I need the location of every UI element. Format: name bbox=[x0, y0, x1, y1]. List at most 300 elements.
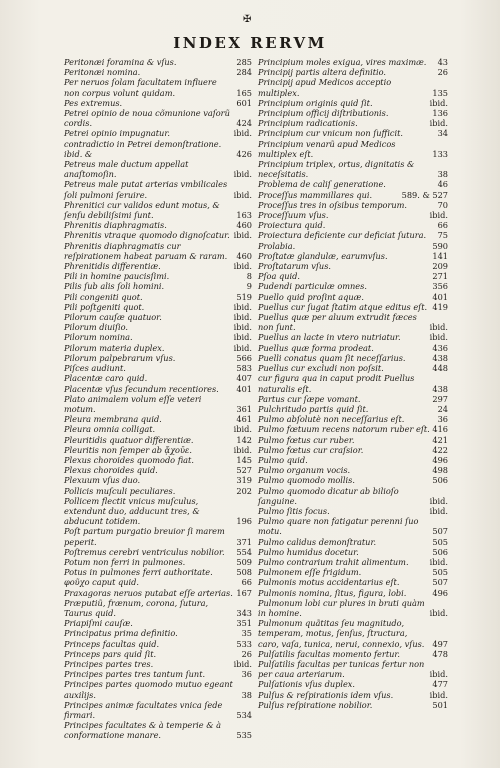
entry-page-ref: 75 bbox=[437, 230, 448, 241]
entry-text: Priapiſmi cauſæ. bbox=[64, 618, 133, 629]
entry-text: Placentæ caro quid. bbox=[64, 373, 148, 384]
entry-text: Pleura omnia colligat. bbox=[64, 424, 156, 435]
index-column-left bbox=[64, 57, 252, 741]
entry-page-ref: ibid. bbox=[233, 189, 252, 200]
entry-page-ref: 589. & 527 bbox=[401, 189, 448, 200]
entry-text: Petreus male putat arterias vmbilicales ſoli pulmoni ſeruire. bbox=[64, 179, 228, 200]
index-entry bbox=[64, 108, 252, 128]
entry-page-ref: ibid. bbox=[429, 332, 448, 343]
entry-page-ref: ibid. bbox=[233, 332, 252, 343]
entry-text: Princeps pars quid ſit. bbox=[64, 648, 157, 659]
entry-page-ref: 66 bbox=[241, 577, 252, 588]
index-entry bbox=[64, 618, 252, 628]
entry-page-ref: 416 bbox=[432, 424, 448, 435]
entry-page-ref: ibid. bbox=[429, 322, 448, 333]
entry-page-ref: 136 bbox=[432, 108, 448, 119]
entry-page-ref: ibid. bbox=[429, 505, 448, 516]
entry-page-ref: ibid. bbox=[429, 689, 448, 700]
entry-text: Puellus quæ per aluum extrudit fæces non ſunt. bbox=[258, 312, 417, 333]
entry-page-ref: 35 bbox=[241, 628, 252, 639]
entry-page-ref: ibid. bbox=[429, 210, 448, 221]
index-entry bbox=[258, 363, 448, 373]
entry-text: φοῦχο caput quid. bbox=[64, 577, 139, 588]
entry-page-ref: 26 bbox=[437, 67, 448, 78]
entry-text: Pilorum nomina. bbox=[64, 332, 133, 343]
entry-page-ref: 26 bbox=[241, 648, 252, 659]
entry-text: Potum non ferri in pulmones. bbox=[64, 556, 186, 567]
index-column-right bbox=[258, 57, 448, 710]
entry-text: Pulmo calidus demonſtratur. bbox=[258, 536, 377, 547]
entry-text: Pili congeniti quot. bbox=[64, 291, 143, 302]
entry-page-ref: ibid. bbox=[233, 128, 252, 139]
index-entry bbox=[64, 639, 252, 649]
index-entry bbox=[258, 200, 448, 210]
entry-page-ref: ibid. bbox=[233, 301, 252, 312]
entry-text: Præputiũ, frænum, corona, ſutura, Taurus quid. bbox=[64, 597, 209, 618]
index-entry bbox=[64, 67, 252, 77]
entry-text: Proſtatæ glandulæ, earumvſus. bbox=[258, 250, 388, 261]
index-entry bbox=[64, 588, 252, 598]
entry-text: Plexuum vſus duo. bbox=[64, 475, 141, 486]
index-entry bbox=[64, 567, 252, 577]
index-entry bbox=[64, 128, 252, 138]
index-entry bbox=[258, 557, 448, 567]
index-entry bbox=[64, 394, 252, 414]
index-entry bbox=[258, 332, 448, 342]
entry-text: Proceſſus mammillares qui. bbox=[258, 189, 373, 200]
index-entry bbox=[258, 292, 448, 302]
entry-page-ref: 43 bbox=[437, 57, 448, 67]
entry-page-ref: 505 bbox=[432, 567, 448, 578]
entry-page-ref: ibid. bbox=[429, 607, 448, 618]
entry-text: Proceſſus tres in oſsibus temporum. bbox=[258, 199, 407, 210]
entry-text: Principium radicationis. bbox=[258, 118, 358, 129]
entry-text: Phrenitidis differentiæ. bbox=[64, 261, 161, 272]
entry-text: Plato animalem volum eſſe veteri motum. bbox=[64, 393, 202, 414]
index-entry bbox=[64, 598, 252, 618]
entry-text: Pſoa quid. bbox=[258, 271, 300, 282]
entry-text: Pilorum palpebrarum vſus. bbox=[64, 352, 176, 363]
index-entry bbox=[258, 588, 448, 598]
entry-text: Pulmo abſolutè non neceſſarius eſt. bbox=[258, 414, 405, 425]
index-entry bbox=[258, 679, 448, 689]
index-entry bbox=[64, 455, 252, 465]
entry-page-ref: 141 bbox=[432, 250, 448, 261]
index-entry bbox=[64, 241, 252, 261]
entry-page-ref: ibid. bbox=[233, 230, 252, 241]
entry-text: Petrei opinio de noua cõmunione vaſorũ cordis. bbox=[64, 108, 230, 129]
index-entry bbox=[64, 445, 252, 455]
entry-text: Pulſationis vſus duplex. bbox=[258, 679, 356, 690]
entry-text: Pulmonum lobi cur plures in bruti quàm in homine. bbox=[258, 597, 425, 618]
index-entry bbox=[64, 720, 252, 740]
entry-text: cur figura qua in caput prodit Puellus naturalis eſt. bbox=[258, 373, 415, 394]
entry-page-ref: 36 bbox=[437, 414, 448, 425]
entry-page-ref: 133 bbox=[432, 148, 448, 159]
entry-text: Principes partes quomodo mutuo egeant auxilijs. bbox=[64, 679, 233, 700]
index-entry bbox=[64, 322, 252, 332]
index-entry bbox=[258, 690, 448, 700]
index-entry bbox=[64, 363, 252, 373]
entry-text: Problema de caliſ generatione. bbox=[258, 179, 386, 190]
entry-page-ref: 424 bbox=[236, 118, 252, 129]
index-entry bbox=[258, 700, 448, 710]
index-entry bbox=[64, 547, 252, 557]
index-entry bbox=[64, 292, 252, 302]
entry-text: Phrenitis vtraque quomodo dignoſcatur. bbox=[64, 230, 230, 241]
index-entry bbox=[64, 332, 252, 342]
index-entry bbox=[258, 567, 448, 577]
index-entry bbox=[258, 414, 448, 424]
entry-text: Puellus cur ſugat ſtatim atque editus eſt. bbox=[258, 301, 428, 312]
entry-text: Pulmo quid. bbox=[258, 454, 308, 465]
entry-page-ref: 202 bbox=[236, 485, 252, 496]
entry-page-ref: 163 bbox=[236, 210, 252, 221]
index-entry bbox=[258, 210, 448, 220]
entry-page-ref: ibid. bbox=[233, 444, 252, 455]
entry-page-ref: 438 bbox=[432, 383, 448, 394]
entry-text: Pulmonum quãtitas ſeu magnitudo, temperam, motus, ſenſus, ſtructura, caro, vaſa, tunica, nerui, connexio, vſus. bbox=[258, 618, 425, 649]
index-entry bbox=[64, 384, 252, 394]
entry-page-ref: 506 bbox=[432, 475, 448, 486]
index-entry bbox=[64, 57, 252, 67]
index-entry bbox=[64, 557, 252, 567]
index-entry bbox=[258, 139, 448, 159]
entry-page-ref: 167 bbox=[236, 587, 252, 598]
entry-page-ref: 271 bbox=[432, 271, 448, 282]
entry-text: Puello quid proſint aquæ. bbox=[258, 291, 364, 302]
entry-text: Plexus choroides quomodo fiat. bbox=[64, 454, 194, 465]
index-entry bbox=[64, 98, 252, 108]
entry-page-ref: 508 bbox=[236, 567, 252, 578]
entry-page-ref: 498 bbox=[432, 465, 448, 476]
entry-text: Pulſus reſpiratione nobilior. bbox=[258, 699, 373, 710]
index-entry bbox=[64, 139, 252, 159]
entry-page-ref: 8 bbox=[246, 271, 252, 282]
entry-page-ref: ibid. bbox=[233, 312, 252, 323]
entry-text: Peritonæi foramina & vſus. bbox=[64, 57, 177, 67]
entry-text: Pulſatilis facultas per tunicas fertur non per caua arteriarum. bbox=[258, 658, 425, 680]
entry-page-ref: 209 bbox=[432, 261, 448, 272]
entry-text: Pleuritidis quatuor differentiæ. bbox=[64, 434, 194, 445]
entry-page-ref: ibid. bbox=[429, 669, 448, 680]
entry-text: Pilorum materia duplex. bbox=[64, 342, 165, 353]
entry-page-ref: 519 bbox=[236, 291, 252, 302]
entry-page-ref: ibid. bbox=[233, 169, 252, 180]
index-entry bbox=[64, 577, 252, 587]
entry-page-ref: 407 bbox=[236, 373, 252, 384]
entry-text: Phrenitis diaphragmatis cur reſpirationem habeat paruam & raram. bbox=[64, 240, 228, 261]
index-entry bbox=[258, 57, 448, 67]
entry-text: Pudendi particulæ omnes. bbox=[258, 281, 367, 292]
entry-page-ref: 507 bbox=[432, 526, 448, 537]
entry-page-ref: 343 bbox=[236, 607, 252, 618]
index-entry bbox=[64, 312, 252, 322]
entry-page-ref: 448 bbox=[432, 363, 448, 374]
entry-page-ref: 135 bbox=[432, 87, 448, 98]
index-entry bbox=[258, 659, 448, 679]
entry-text: Poſt partum purgatio breuior ſi marem peperit. bbox=[64, 526, 225, 547]
index-entry bbox=[258, 618, 448, 649]
index-entry bbox=[258, 435, 448, 445]
index-entry bbox=[258, 241, 448, 251]
index-entry bbox=[64, 220, 252, 230]
index-entry bbox=[258, 271, 448, 281]
index-entry bbox=[258, 506, 448, 516]
entry-text: Principes animæ facultates vnica ſede firmari. bbox=[64, 699, 223, 720]
entry-page-ref: 509 bbox=[236, 556, 252, 567]
entry-text: Proiectura deficiente cur deficiat ſutura. bbox=[258, 230, 427, 241]
entry-page-ref: 422 bbox=[432, 444, 448, 455]
entry-page-ref: 361 bbox=[236, 403, 252, 414]
index-entry bbox=[258, 598, 448, 618]
entry-text: Pulmonis nomina, ſitus, figura, lobi. bbox=[258, 587, 407, 598]
entry-page-ref: 196 bbox=[236, 516, 252, 527]
index-entry bbox=[258, 649, 448, 659]
index-entry bbox=[258, 353, 448, 363]
entry-text: Puellus quæ forma prodeat. bbox=[258, 342, 374, 353]
entry-page-ref: 590 bbox=[432, 240, 448, 251]
entry-text: Piſces audiunt. bbox=[64, 363, 126, 374]
index-entry bbox=[258, 77, 448, 97]
index-entry bbox=[258, 302, 448, 312]
entry-page-ref: 460 bbox=[236, 250, 252, 261]
entry-page-ref: 505 bbox=[432, 536, 448, 547]
entry-text: Pulſatilis facultas momento fertur. bbox=[258, 648, 400, 659]
entry-text: Praxagoras neruos putabat eſſe arterias. bbox=[64, 587, 233, 598]
index-entry bbox=[64, 353, 252, 363]
entry-page-ref: 36 bbox=[241, 669, 252, 680]
index-entry bbox=[64, 230, 252, 240]
entry-page-ref: 401 bbox=[432, 291, 448, 302]
index-entry bbox=[64, 261, 252, 271]
index-entry bbox=[258, 486, 448, 506]
entry-page-ref: ibid. bbox=[429, 118, 448, 129]
entry-text: Pulmo ſitis focus. bbox=[258, 505, 330, 516]
entry-text: Placentæ vſus ſecundum recentiores. bbox=[64, 383, 219, 394]
entry-page-ref: 38 bbox=[437, 169, 448, 180]
index-entry bbox=[258, 118, 448, 128]
index-entry bbox=[258, 465, 448, 475]
entry-page-ref: 419 bbox=[432, 301, 448, 312]
entry-text: Potus in pulmones ferri authoritate. bbox=[64, 567, 213, 578]
entry-page-ref: ibid. bbox=[233, 424, 252, 435]
index-entry bbox=[258, 547, 448, 557]
entry-page-ref: 351 bbox=[236, 618, 252, 629]
index-entry bbox=[258, 516, 448, 536]
entry-text: Pleura membrana quid. bbox=[64, 414, 162, 425]
entry-text: Pulmonem eſſe frigidum. bbox=[258, 567, 362, 578]
index-entry bbox=[64, 77, 252, 97]
entry-text: Pilorum diuiſio. bbox=[64, 322, 129, 333]
entry-page-ref: 533 bbox=[236, 638, 252, 649]
index-entry bbox=[258, 424, 448, 434]
entry-page-ref: 535 bbox=[236, 730, 252, 741]
entry-text: Principes partes tres. bbox=[64, 658, 154, 669]
entry-text: Principij apud Medicos acceptio multiplex. bbox=[258, 77, 392, 98]
index-entry bbox=[64, 486, 252, 496]
entry-text: Pulmo quomodo mollis. bbox=[258, 475, 355, 486]
index-entry bbox=[258, 179, 448, 189]
entry-page-ref: 297 bbox=[432, 393, 448, 404]
index-entry bbox=[64, 669, 252, 679]
entry-page-ref: 401 bbox=[236, 383, 252, 394]
entry-text: Prolabia. bbox=[258, 240, 296, 251]
entry-text: Pes extremus. bbox=[64, 97, 123, 108]
index-entry bbox=[258, 394, 448, 404]
entry-text: Puellus an lacte in vtero nutriatur. bbox=[258, 332, 401, 343]
index-entry bbox=[64, 679, 252, 699]
entry-text: Pilorum cauſæ quatuor. bbox=[64, 312, 162, 323]
entry-text: Pili in homine paucisſimi. bbox=[64, 271, 170, 282]
index-entry bbox=[64, 200, 252, 220]
entry-text: Pili poſtgeniti quot. bbox=[64, 301, 145, 312]
index-entry bbox=[258, 230, 448, 240]
index-entry bbox=[258, 577, 448, 587]
entry-page-ref: 34 bbox=[437, 128, 448, 139]
entry-page-ref: 66 bbox=[437, 220, 448, 231]
index-entry bbox=[258, 220, 448, 230]
entry-text: Pulſus & reſpirationis idem vſus. bbox=[258, 689, 394, 700]
entry-page-ref: 554 bbox=[236, 546, 252, 557]
entry-page-ref: 477 bbox=[432, 679, 448, 690]
entry-page-ref: ibid. bbox=[233, 342, 252, 353]
entry-page-ref: ibid. bbox=[233, 658, 252, 669]
index-entry bbox=[258, 475, 448, 485]
entry-page-ref: 426 bbox=[236, 148, 252, 159]
entry-text: Principium moles exigua, vires maximæ. bbox=[258, 57, 427, 67]
entry-text: Principium originis quid ſit. bbox=[258, 97, 373, 108]
entry-page-ref: 371 bbox=[236, 536, 252, 547]
index-entry bbox=[64, 343, 252, 353]
entry-page-ref: 566 bbox=[236, 352, 252, 363]
entry-page-ref: 461 bbox=[236, 414, 252, 425]
entry-page-ref: ibid. bbox=[233, 261, 252, 272]
entry-page-ref: 583 bbox=[236, 363, 252, 374]
index-entry bbox=[64, 414, 252, 424]
entry-text: Pulmo quomodo dicatur ab bilioſo ſanguine. bbox=[258, 485, 399, 506]
entry-text: Pulmo contrarium trahit alimentum. bbox=[258, 556, 409, 567]
entry-page-ref: 601 bbox=[236, 97, 252, 108]
index-entry bbox=[64, 659, 252, 669]
entry-text: Pollicis muſculi peculiares. bbox=[64, 485, 176, 496]
entry-text: Pulmo quare non fatigatur perenni ſuo motu. bbox=[258, 516, 419, 537]
entry-text: Pulmo humidus docetur. bbox=[258, 546, 359, 557]
entry-text: Pleuritis non ſemper ab ᾄχοῡε. bbox=[64, 444, 192, 455]
entry-page-ref: 534 bbox=[236, 710, 252, 720]
entry-text: Principium officij diſtributionis. bbox=[258, 108, 389, 119]
index-entry bbox=[64, 271, 252, 281]
entry-page-ref: 38 bbox=[241, 689, 252, 700]
entry-page-ref: 319 bbox=[236, 475, 252, 486]
entry-page-ref: 436 bbox=[432, 342, 448, 353]
entry-page-ref: 507 bbox=[432, 577, 448, 588]
index-entry bbox=[64, 700, 252, 720]
signature-mark: ✠ bbox=[243, 14, 252, 25]
index-entry bbox=[64, 424, 252, 434]
entry-text: Poſtremus cerebri ventriculus nobilior. bbox=[64, 546, 225, 557]
index-entry bbox=[258, 455, 448, 465]
entry-text: Pollicem flectit vnicus muſculus, extendunt duo, adducunt tres, & abducunt totidem. bbox=[64, 495, 200, 527]
entry-page-ref: ibid. bbox=[233, 322, 252, 333]
index-entry bbox=[258, 445, 448, 455]
entry-text: Petrei opinio impugnatur. bbox=[64, 128, 170, 139]
index-entry bbox=[258, 261, 448, 271]
entry-text: Principij partis altera definitio. bbox=[258, 67, 387, 78]
entry-text: Phrenitici cur validos edunt motus, & ſenſu debiliſsimi ſunt. bbox=[64, 199, 220, 221]
entry-page-ref: 501 bbox=[432, 699, 448, 710]
entry-page-ref: ibid. bbox=[429, 556, 448, 567]
index-entry bbox=[64, 281, 252, 291]
index-entry bbox=[64, 628, 252, 638]
index-entry bbox=[258, 108, 448, 118]
index-entry bbox=[258, 98, 448, 108]
index-entry bbox=[64, 159, 252, 179]
entry-text: Principatus prima definitio. bbox=[64, 628, 178, 639]
entry-text: Principium cur vnicum non ſufficit. bbox=[258, 128, 404, 139]
entry-page-ref: 24 bbox=[437, 403, 448, 414]
entry-text: contradictio in Petrei demonſtratione. ibid. & bbox=[64, 138, 222, 159]
entry-text: Phrenitis diaphragmatis. bbox=[64, 220, 167, 231]
entry-page-ref: 421 bbox=[432, 434, 448, 445]
entry-page-ref: 527 bbox=[236, 465, 252, 476]
index-entry bbox=[64, 496, 252, 527]
index-entry bbox=[258, 373, 448, 393]
index-entry bbox=[258, 537, 448, 547]
entry-page-ref: 70 bbox=[437, 199, 448, 210]
entry-page-ref: ibid. bbox=[429, 495, 448, 506]
index-entry bbox=[258, 67, 448, 77]
entry-text: Principes facultates & à temperie & à conformatione manare. bbox=[64, 720, 222, 741]
entry-page-ref: 145 bbox=[236, 454, 252, 465]
index-entry bbox=[64, 302, 252, 312]
entry-text: Proiectura quid. bbox=[258, 220, 326, 231]
entry-text: Pulchritudo partis quid ſit. bbox=[258, 403, 369, 414]
entry-page-ref: 478 bbox=[432, 648, 448, 659]
entry-text: Peritonæi nomina. bbox=[64, 67, 141, 78]
entry-text: Plexus choroides quid. bbox=[64, 465, 158, 476]
index-entry bbox=[258, 343, 448, 353]
entry-page-ref: 497 bbox=[432, 638, 448, 649]
entry-text: Partus cur ſæpe vomant. bbox=[258, 393, 361, 404]
entry-text: Puellus cur excludi non poſsit. bbox=[258, 363, 384, 374]
entry-text: Pulmonis motus accidentarius eſt. bbox=[258, 577, 400, 588]
entry-text: Pulmo fœtus cur ruber. bbox=[258, 434, 355, 445]
entry-page-ref: 165 bbox=[236, 87, 252, 98]
entry-text: Principium venarũ apud Medicos multiplex eſt. bbox=[258, 138, 396, 159]
entry-text: Principium triplex, ortus, dignitatis & neceſsitatis. bbox=[258, 159, 415, 180]
index-entry bbox=[64, 649, 252, 659]
entry-page-ref: 9 bbox=[246, 281, 252, 292]
index-entry bbox=[258, 312, 448, 332]
entry-page-ref: 46 bbox=[437, 179, 448, 190]
entry-text: Pulmo fœtus cur craſsior. bbox=[258, 444, 364, 455]
entry-page-ref: 284 bbox=[236, 67, 252, 78]
index-entry bbox=[64, 435, 252, 445]
page-title: INDEX RERVM bbox=[173, 34, 327, 52]
index-entry bbox=[258, 159, 448, 179]
entry-text: Pilis ſub alis ſoli homini. bbox=[64, 281, 165, 292]
entry-text: Pulmo fœtuum recens natorum ruber eſt. bbox=[258, 424, 430, 435]
entry-page-ref: 496 bbox=[432, 454, 448, 465]
entry-text: Principes partes tres tantum ſunt. bbox=[64, 669, 206, 680]
index-entry bbox=[64, 465, 252, 475]
entry-page-ref: ibid. bbox=[429, 97, 448, 108]
entry-text: Petreus male ductum appellat anaſtomoſin. bbox=[64, 159, 189, 180]
entry-text: Proceſſuum vſus. bbox=[258, 210, 329, 221]
entry-page-ref: 438 bbox=[432, 352, 448, 363]
entry-text: Proſtatarum vſus. bbox=[258, 261, 332, 272]
